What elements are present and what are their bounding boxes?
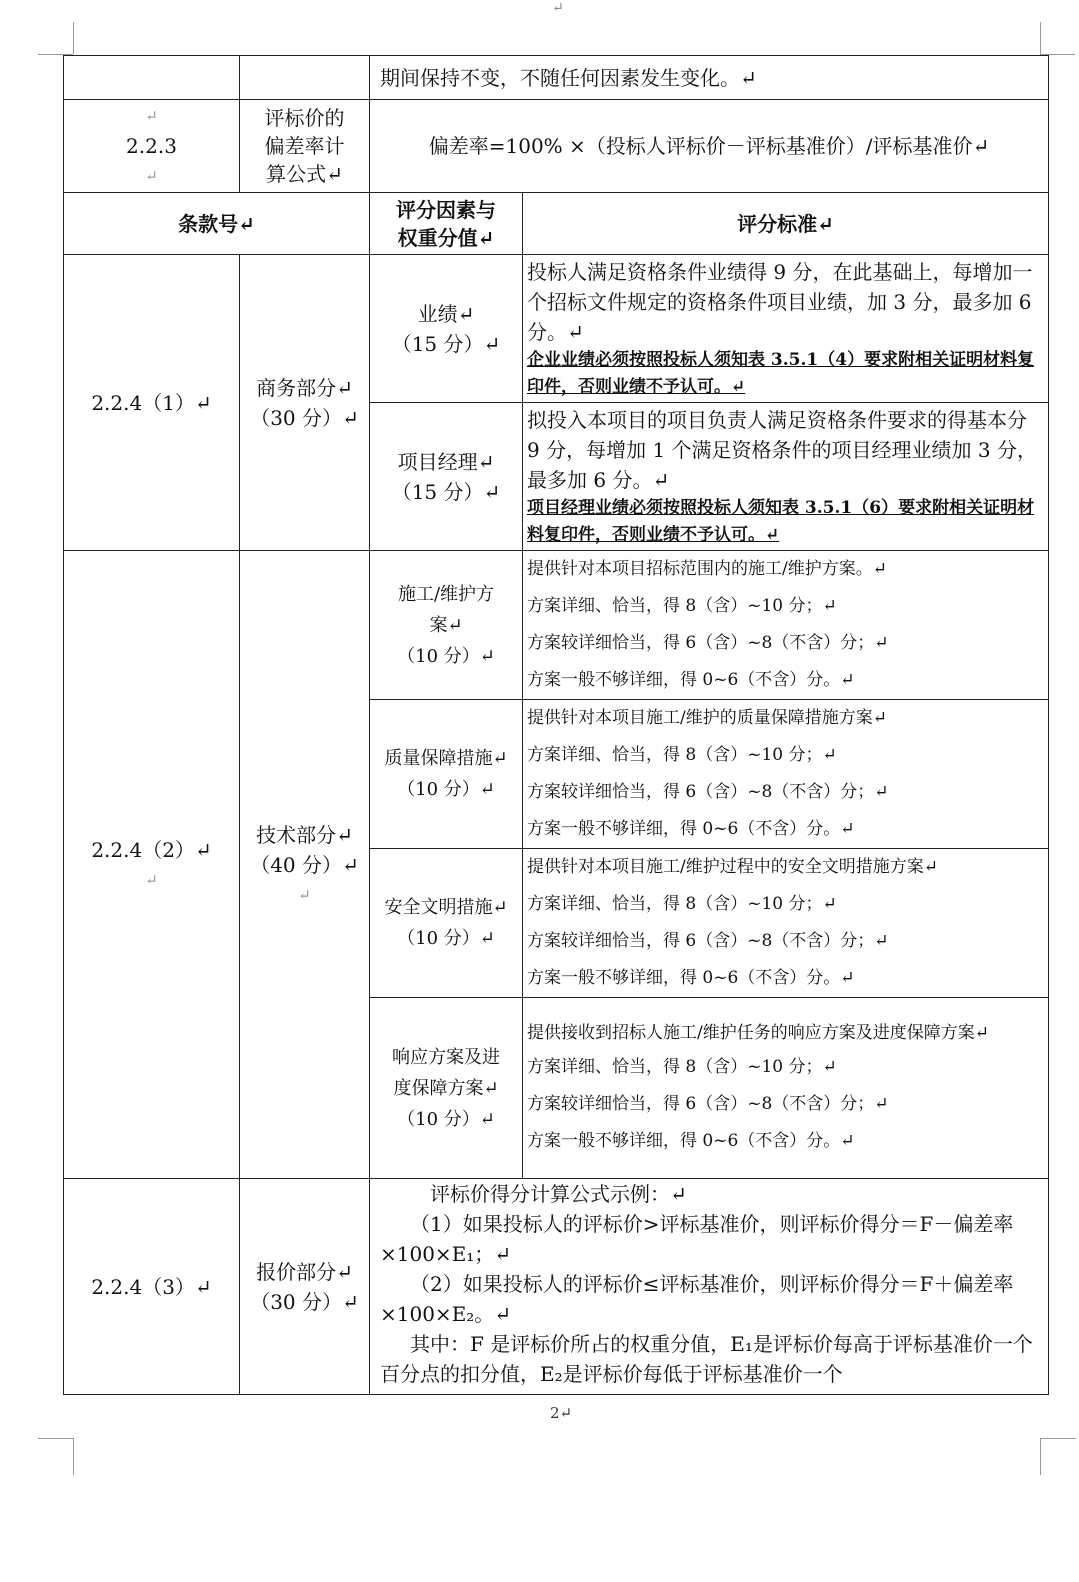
factor-weight: （15 分）↵: [391, 479, 501, 504]
header-criteria: 评分标准↵: [523, 193, 1049, 255]
section-score: （30 分）↵: [250, 405, 359, 430]
criteria-line: 方案较详细恰当，得 6（含）~8（不含）分；↵: [527, 931, 889, 951]
table-row: [64, 551, 1049, 700]
formula-text: （2）如果投标人的评标价≤评标基准价，则评标价得分＝F＋偏差率×100×E₂。↵: [380, 1272, 1014, 1326]
section-cell: [240, 551, 370, 1179]
formula-text: 其中：F 是评标价所占的权重分值，E₁是评标价每高于评标基准价一个百分点的扣分值，E₂是评标价每低于评标基准价一个: [380, 1332, 1033, 1386]
paragraph-mark: ↵: [145, 167, 158, 185]
factor-weight: （10 分）↵: [397, 645, 495, 667]
clause-cell: [64, 551, 240, 1179]
section-cell: [240, 255, 370, 551]
criteria-line: 方案一般不够详细，得 0~6（不含）分。↵: [527, 819, 855, 839]
section-score: （40 分）↵: [250, 852, 359, 877]
scoring-table: [63, 55, 1049, 1395]
criteria-line: 方案详细、恰当，得 8（含）~10 分；↵: [527, 894, 837, 914]
criteria-cell: [523, 255, 1049, 403]
criteria-text: 拟投入本项目的项目负责人满足资格条件要求的得基本分 9 分，每增加 1 个满足资格条件的项目经理业绩加 3 分，最多加 6 分。↵: [527, 407, 1037, 492]
criteria-line: 提供针对本项目招标范围内的施工/维护方案。↵: [527, 559, 887, 579]
paragraph-mark: ↵: [145, 870, 158, 889]
criteria-text: 投标人满足资格条件业绩得 9 分，在此基础上，每增加一个招标文件规定的资格条件项目业绩，加 3 分，最多加 6 分。↵: [527, 259, 1033, 344]
paragraph-mark: ↵: [145, 107, 158, 125]
price-formula-cell: [370, 1179, 1049, 1395]
factor-name: 度保障方案↵: [393, 1077, 499, 1099]
formula-text: （1）如果投标人的评标价>评标基准价，则评标价得分＝F－偏差率×100×E₁；↵: [380, 1212, 1014, 1266]
factor-name: 质量保障措施↵: [384, 748, 508, 769]
criteria-line: 提供针对本项目施工/维护过程中的安全文明措施方案↵: [527, 857, 938, 877]
criteria-line: 方案较详细恰当，得 6（含）~8（不含）分；↵: [527, 1093, 889, 1114]
table-header-row: [64, 193, 1049, 255]
criteria-line: 提供接收到招标人施工/维护任务的响应方案及进度保障方案↵: [527, 1022, 989, 1043]
formula-cell: 偏差率=100% ×（投标人评标价－评标基准价）/评标基准价↵: [370, 100, 1049, 193]
header-clause: 条款号↵: [64, 193, 370, 255]
factor-line: 偏差率计: [264, 134, 345, 158]
section-name: 技术部分↵: [256, 822, 353, 847]
table-row: [64, 100, 1049, 193]
header-factor-line: 权重分值↵: [397, 225, 495, 250]
clause-number: 2.2.4（3）↵: [64, 1179, 240, 1395]
factor-weight: （15 分）↵: [391, 331, 501, 356]
section-score: （30 分）↵: [250, 1289, 359, 1314]
criteria-line: 方案一般不够详细，得 0~6（不含）分。↵: [527, 968, 855, 988]
criteria-cell: [523, 700, 1049, 849]
factor-weight: （10 分）↵: [397, 928, 495, 949]
crop-mark-top-left: [38, 22, 74, 54]
formula-text: 评标价得分计算公式示例：↵: [430, 1182, 687, 1206]
factor-cell: [240, 100, 370, 193]
empty-cell: [64, 56, 240, 100]
header-factor: [370, 193, 523, 255]
table-row: [64, 56, 1049, 100]
paragraph-mark: ↵: [552, 0, 564, 16]
factor-weight: （10 分）↵: [397, 1108, 495, 1130]
criteria-line: 方案详细、恰当，得 8（含）~10 分；↵: [527, 745, 837, 765]
clause-number: 2.2.4（1）↵: [64, 255, 240, 551]
criteria-line: 方案较详细恰当，得 6（含）~8（不含）分；↵: [527, 633, 889, 653]
factor-cell: [370, 551, 523, 700]
criteria-note: 项目经理业绩必须按照投标人须知表 3.5.1（6）要求附相关证明材料复印件，否则业绩不予认可。↵: [527, 497, 1035, 545]
header-factor-line: 评分因素与: [396, 197, 496, 222]
section-name: 报价部分↵: [256, 1259, 353, 1284]
factor-line: 算公式↵: [266, 162, 343, 186]
criteria-cell: [523, 551, 1049, 700]
criteria-line: 方案较详细恰当，得 6（含）~8（不含）分；↵: [527, 782, 889, 802]
criteria-cell: [523, 849, 1049, 998]
clause-cell: [64, 100, 240, 193]
section-cell: [240, 1179, 370, 1395]
factor-cell: [370, 255, 523, 403]
criteria-cell: [523, 403, 1049, 551]
criteria-line: 方案详细、恰当，得 8（含）~10 分；↵: [527, 596, 837, 616]
factor-name: 响应方案及进: [392, 1046, 500, 1068]
factor-weight: （10 分）↵: [397, 779, 495, 800]
factor-cell: [370, 403, 523, 551]
crop-mark-top-right: [1040, 22, 1042, 54]
clause-number: 2.2.4（2）↵: [91, 837, 212, 862]
empty-cell: [240, 56, 370, 100]
factor-name: 业绩↵: [417, 301, 475, 326]
section-name: 商务部分↵: [256, 375, 353, 400]
clause-number: 2.2.3: [126, 134, 177, 158]
criteria-note: 企业业绩必须按照投标人须知表 3.5.1（4）要求附相关证明材料复印件，否则业绩不予认可。↵: [527, 349, 1035, 397]
paragraph-mark: ↵: [298, 885, 311, 904]
criteria-line: 方案一般不够详细，得 0~6（不含）分。↵: [527, 1130, 855, 1151]
table-row: [64, 255, 1049, 403]
continued-text: 期间保持不变，不随任何因素发生变化。↵: [370, 56, 1049, 100]
table-row: [64, 1179, 1049, 1395]
factor-name: 案↵: [429, 614, 463, 636]
page-number: 2↵: [550, 1404, 573, 1422]
criteria-line: 方案一般不够详细，得 0~6（不含）分。↵: [527, 670, 855, 690]
factor-name: 安全文明措施↵: [384, 897, 508, 918]
crop-mark-bottom-left: [38, 1438, 74, 1475]
factor-cell: [370, 998, 523, 1179]
factor-name: 施工/维护方: [397, 583, 495, 605]
factor-cell: [370, 849, 523, 998]
factor-name: 项目经理↵: [397, 449, 495, 474]
criteria-cell: [523, 998, 1049, 1179]
factor-cell: [370, 700, 523, 849]
crop-mark-bottom-right: [1040, 1438, 1076, 1475]
factor-line: 评标价的: [264, 106, 345, 130]
criteria-line: 方案详细、恰当，得 8（含）~10 分；↵: [527, 1056, 837, 1077]
criteria-line: 提供针对本项目施工/维护的质量保障措施方案↵: [527, 708, 887, 728]
